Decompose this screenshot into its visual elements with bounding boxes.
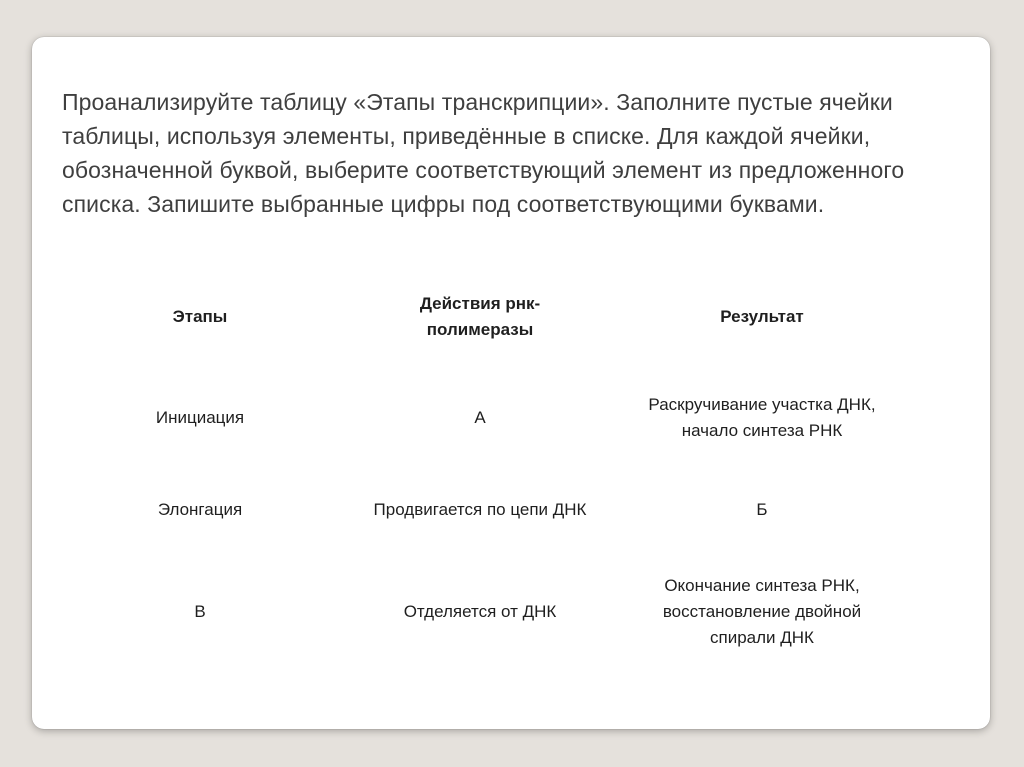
table-cell (360, 567, 600, 657)
slide (32, 37, 990, 729)
table-cell (632, 567, 892, 657)
header-polymerase-actions (360, 287, 600, 347)
blank-b: Б (756, 500, 768, 519)
table-cell (632, 475, 892, 545)
table-cell (360, 475, 600, 545)
stage-initiation: Инициация (155, 408, 245, 427)
table-cell (90, 383, 310, 453)
stage-elongation: Элонгация (157, 500, 243, 519)
action-elongation: Продвигается по цепи ДНК (373, 500, 587, 519)
header-polymerase-actions-label: Действия рнк-полимеразы (419, 294, 541, 339)
table-cell (90, 475, 310, 545)
blank-a: А (474, 408, 486, 427)
action-termination: Отделяется от ДНК (403, 602, 557, 621)
table-cell (360, 383, 600, 453)
header-stages-label: Этапы (172, 307, 228, 326)
task-instruction: Проанализируйте таблицу «Этапы транскрипции». Заполните пустые ячейки таблицы, используя элементы, приведённые в списке. Для каждой ячейки, обозначенной буквой, выберите соответствующий элемент из предложенного списка. Запишите выбранные цифры под соответствующими буквами. (62, 89, 905, 217)
blank-c: В (194, 602, 206, 621)
header-stages (90, 287, 310, 347)
table-cell (632, 383, 892, 453)
header-result (632, 287, 892, 347)
result-initiation: Раскручивание участка ДНК, начало синтеза РНК (648, 395, 876, 440)
result-termination: Окончание синтеза РНК, восстановление двойной спирали ДНК (662, 576, 862, 647)
table-cell (90, 567, 310, 657)
header-result-label: Результат (720, 307, 804, 326)
